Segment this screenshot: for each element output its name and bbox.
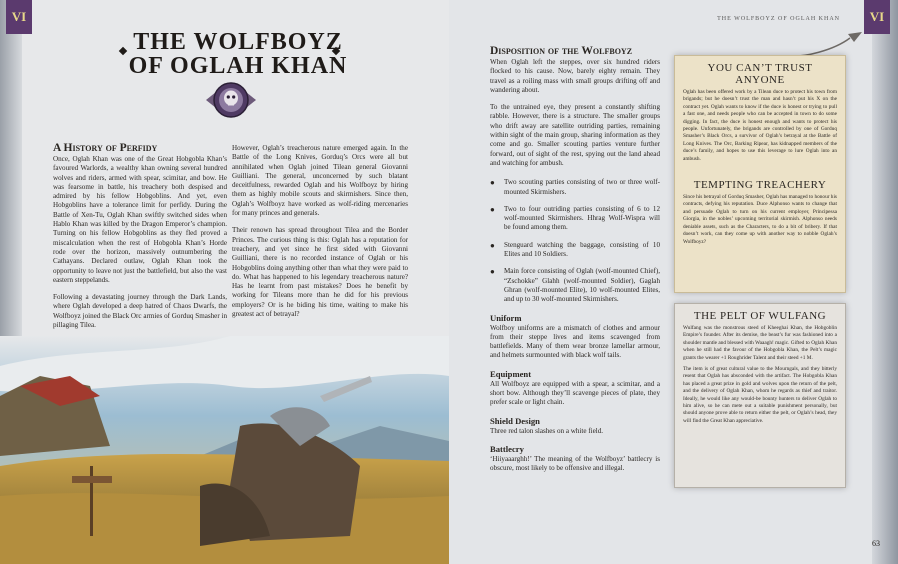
disposition-column: [490, 45, 660, 482]
equipment-heading: Equipment: [490, 368, 532, 379]
running-head: THE WOLFBOYZ OF OGLAH KHAN: [717, 16, 840, 22]
sidebar-adventure-hooks: [674, 55, 846, 293]
right-page: [449, 0, 898, 564]
sidebar-title-trust: YOU CAN’T TRUST ANYONE: [707, 62, 813, 86]
list-item-text: Stenguard watching the baggage, consisting of 10 Elites and 10 Soldiers.: [504, 240, 660, 259]
uniform-text: Wolfboy uniforms are a mismatch of clothes and armour from their steppe lives and items scavenged from battlefields. Many of them wear bronze lamellar armour, and helmets surmounted with black wolf tails.: [490, 323, 660, 360]
list-item-text: Two scouting parties consisting of two or three wolf-mounted Skirmishers.: [504, 178, 660, 196]
history-column-2: [232, 144, 408, 327]
title-line-2: OF OGLAH KHAN: [128, 53, 348, 79]
history-paragraph-2: Following a devastating journey through the Dark Lands, where Oglah developed a deep hatred of Chaos Dwarfs, the Wolfboyz joined the Black Orc armies of Gorduq Smasher in pillaging Tilea.: [53, 293, 227, 330]
chapter-tab-left: VI: [6, 0, 32, 34]
skull-bullet-icon: ●: [490, 267, 495, 277]
shield-design-text: Three red talon slashes on a white field.: [490, 426, 604, 435]
page-title: [118, 30, 358, 78]
history-heading: A History of Perfidy: [53, 142, 158, 154]
skull-bullet-icon: ●: [490, 178, 495, 188]
history-paragraph-3: However, Oglah’s treacherous nature emerged again. In the Battle of the Long Knives, Gorduq’s Orcs were all but annihilated when Oglah joined Tilean general Giovanni Guilliani. The general, unconcerned by such blatant deceitfulness, rewarded Oglah and his Wolfboyz by hiring them as highly mobile scouts and skirmishers. Since then, Oglah’s Wolfboyz have worked as wolf-riding mercenaries for many princes and generals.: [232, 144, 408, 218]
sidebar-title-treachery: TEMPTING TREACHERY: [693, 179, 827, 192]
sidebar-text-treachery: Since his betrayal of Gorduq Smasher, Oglah has managed to honour his contracts, defying his reputation. Duce Alphonso wants to change that and persuade Oglah to turn on his current employer, Principessa Giorgia, in the nobles’ upcoming territorial skirmish. Alphonso needs deniable assets, such as the Characters, to do a bit of bribery. If that doesn’t work, can they come up with another way to nobble Oglah’s Wolfboyz?: [683, 194, 837, 245]
list-item: [490, 267, 660, 304]
wolf-rider-illustration: [0, 336, 449, 564]
skull-bullet-icon: ●: [490, 240, 495, 250]
disposition-paragraph-1: When Oglah left the steppes, over six hundred riders flocked to his cause. Now, barely eighty remain. They travel as a roiling mass with small groups drifting off and wandering about.: [490, 58, 660, 94]
shield-design-heading: Shield Design: [490, 415, 540, 426]
skull-bullet-icon: ●: [490, 204, 495, 214]
history-paragraph-1: Once, Oglah Khan was one of the Great Hobgobla Khan’s favoured Warlords, a wealthy khan owning several hundred wolves and riders, armed with spear, scimitar, and bow. He was fearsome in battle, his treachery both despised and admired by his fellow Hobgoblins. And yet, even Hobgoblins have a tolerance limit for perfidy. During the Battle of Xen-Tu, Oglah Khan swiftly switched sides when Hablo Khan was killed by the Dragon Emperor’s champion. Turning on his fellow Hobgoblins as they fled proved a miscalculation when the rest of Hobgobla Khan’s Horde rode over the horizon, massively outnumbering the Cathayans. Declared outlaw, Oglah Khan took the opportunity to leave not just the battlefield, but also the vast eastern steppelands.: [53, 155, 227, 284]
list-item: [490, 178, 660, 197]
uniform-heading: Uniform: [490, 312, 522, 323]
disposition-paragraph-2: To the untrained eye, they present a constantly shifting rabble. However, there is a structure. The smaller groups who drift away are satellite outriding parties, remaining within sight of the main group, sharing information as they come and go. Smaller scouting parties venture further forward, out of sight of the rest, spying out the land ahead and watching for ambush.: [490, 103, 660, 167]
disposition-heading: Disposition of the Wolfboyz: [490, 45, 633, 57]
battlecry-text: ‘Hiiyaaarghh!’ The meaning of the Wolfboyz’ battlecry is obscure, most likely to be offensive and illegal.: [490, 454, 660, 473]
list-item-text: Two to four outriding parties consisting of 6 to 12 wolf-mounted Skirmishers. Hhrag Wolf-Wispra will be found among them.: [504, 204, 660, 232]
list-item: [490, 205, 660, 233]
sidebar-text-pelt-1: Wulfang was the monstrous steed of Kheeghai Khan, the Hobgoblin Empire’s founder. After its demise, the beast’s fur was fashioned into a shoulder mantle and blessed with Waaagh! magic. Gifted to Oglah Khan when he still had the favour of the Hobgobla Khan, the Pelt’s magic grants the wearer +1 Roughrider Talent and their steed +1 M.: [683, 325, 837, 361]
sidebar-pelt-of-wulfang: [674, 303, 846, 488]
right-page-edge: [872, 0, 898, 564]
equipment-text: All Wolfboyz are equipped with a spear, a scimitar, and a short bow. Although they’ll scavenge pieces of plate, they prefer scale or light chain.: [490, 379, 660, 407]
list-item: [490, 241, 660, 260]
sidebar-title-pelt: THE PELT OF WULFANG: [693, 310, 827, 322]
history-paragraph-4: Their renown has spread throughout Tilea and the Border Princes. The curious thing is this: Oglah has a reputation for treachery, and yet since he first sided with Giovanni Guilliani, there is no recorded instance of Oglah or his Hobgoblins doing anything other than what they were paid to do. What has happened to his legendary treacherous nature? Has he learnt from past mistakes? Does he benefit by working for Tileans more than he did for his previous employers? Or is he biding his time, waiting to make his greatest act of betrayal?: [232, 226, 408, 319]
battlecry-heading: Battlecry: [490, 443, 524, 454]
list-item-text: Main force consisting of Oglah (wolf-mounted Chief), “Zschokke” Glahh (wolf-mounted Soldier), Gaglah Ghran (wolf-mounted Elite), 10 wolf-mounted Elites, and up to 30 wolf-mounted Skirmishers.: [504, 267, 660, 304]
history-column-1: [53, 142, 227, 338]
page-number: 63: [872, 539, 880, 548]
sidebar-text-trust: Oglah has been offered work by a Tilean duce to protect his town from brigands; but he doesn’t trust the man and hasn’t put his X on the contract yet. Oglah wants to know if the duce is honest or trying to pull a fast one, and needs people who can be accepted in town to do some digging. In fact, the duce is honest enough and wants to protect his people. Unfortunately, the brigands are controlled by one of Gorduq Smasher’s Black Orcs, a survivor of Oglah’s betrayal at the Battle of Long Knives. The Orc, Barking Ripear, has kidnapped members of the duce’s family, and hopes to use this leverage to lure Oglah into an ambush.: [683, 89, 837, 162]
chapter-tab-right: VI: [864, 0, 890, 34]
title-line-1: THE WOLFBOYZ: [133, 29, 343, 55]
skull-emblem-icon: [202, 80, 260, 120]
sidebar-text-pelt-2: The item is of great cultural value to the Mourngals, and they bitterly resent that Oglah has absconded with the artifact. The Hobgobla Khan has placed a great prize in gold and wolves upon the return of the pelt, and the delivery of Oglah Khan, whom he regards as thief and traitor. Ideally, he would like any would-be bounty hunters to deliver Oglah to him alive, so he can mete out a suitable punishment personally, but should anyone prove able to return either the pelt, or Oglah’s head, they will find the Great Khan appreciative.: [683, 366, 837, 424]
sidebar-spacer: [683, 167, 837, 179]
